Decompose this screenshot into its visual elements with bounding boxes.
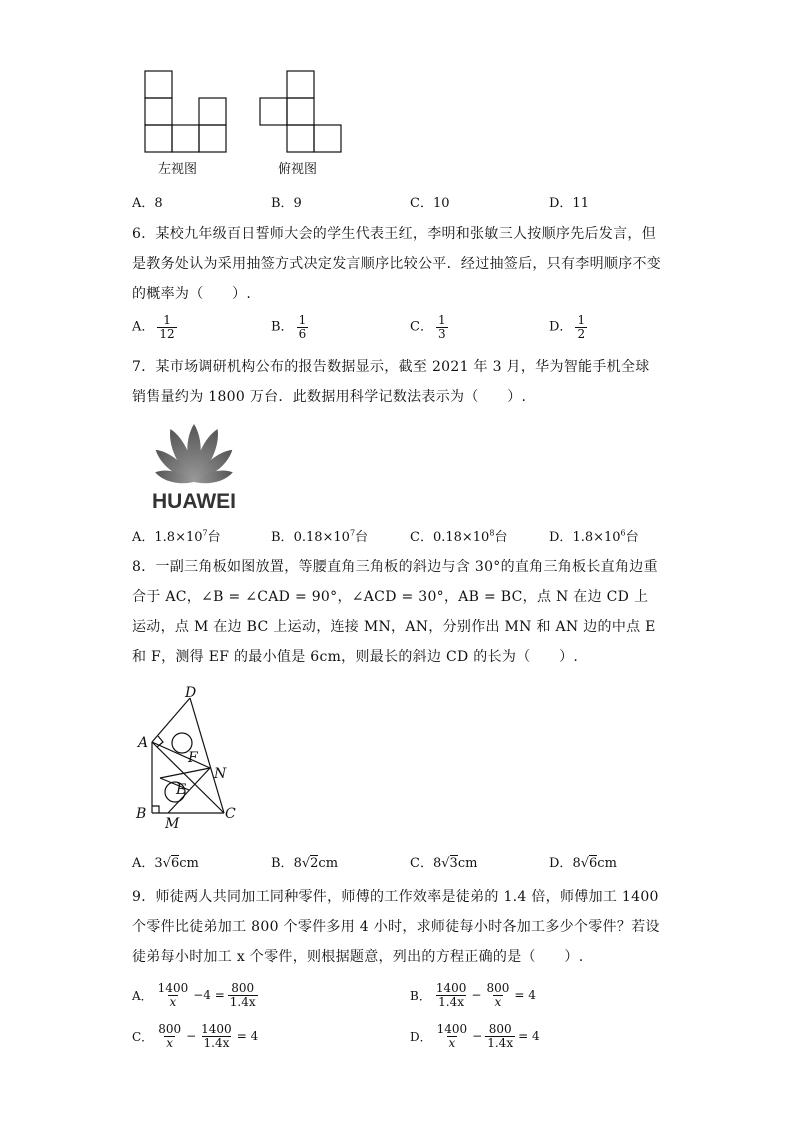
sqrt-icon: √: [580, 856, 590, 871]
equation-rhs: = 4: [236, 1029, 259, 1044]
fraction-denominator: 6: [298, 326, 307, 341]
q7-c-mantissa: 0.18×10: [432, 530, 490, 545]
q6-option-a[interactable]: [132, 314, 180, 340]
q8-b-coef: 8: [293, 856, 302, 871]
fraction-denominator: x: [166, 1035, 174, 1050]
q6-b-letter: B．: [271, 319, 294, 335]
equation: [410, 1023, 540, 1049]
q8-d-coef: 8: [572, 856, 581, 871]
q6-option-c[interactable]: [410, 314, 451, 340]
q8-option-c[interactable]: [410, 852, 477, 871]
huawei-logo: [142, 414, 246, 514]
fraction-numerator: 800: [488, 1022, 512, 1036]
q6-c-letter: C．: [410, 319, 433, 335]
q8-a-unit: cm: [179, 856, 199, 871]
q5-option-b[interactable]: B．9: [271, 196, 302, 211]
label-f: F: [188, 750, 198, 766]
triangle-figure: [130, 682, 250, 832]
q9-text: 9．师徒两人共同加工同种零件，师傅的工作效率是徒弟的 1.4 倍，师傅加工 1400 个零件比徒弟加工 800 个零件多用 4 小时，求师徒每小时各加工多少个零件？若设徒弟每小时加工 x 个零件，则根据题意，列出的方程正确的是（ ）.: [132, 889, 660, 965]
sqrt-icon: √: [162, 856, 171, 871]
fraction: [228, 982, 258, 1008]
q8-option-b[interactable]: [271, 852, 338, 871]
fraction-numerator: 1400: [435, 981, 467, 995]
q7-option-b[interactable]: [271, 526, 368, 545]
q6-a-letter: A．: [132, 319, 155, 335]
fraction-numerator: 1: [163, 313, 171, 327]
fraction-denominator: 1.4x: [229, 994, 256, 1009]
q7-a-unit: 台: [207, 530, 221, 545]
label-a: A: [138, 735, 149, 751]
fraction-numerator: 1: [298, 313, 307, 327]
q8-b-letter: B．: [271, 856, 294, 871]
q9-option-a[interactable]: [132, 982, 261, 1008]
equation-rhs: = 4: [518, 1029, 540, 1044]
fraction-denominator: x: [169, 994, 177, 1009]
fraction: [436, 314, 448, 340]
q7-d-mantissa: 1.8×10: [572, 530, 621, 545]
fraction: [484, 982, 511, 1008]
q8-a-radicand: 6: [170, 856, 180, 871]
q8-d-letter: D．: [549, 856, 573, 871]
q7-c-exponent: 8: [489, 528, 495, 538]
three-view-figures: [140, 66, 360, 162]
equation-operator: −4 =: [193, 988, 225, 1003]
sqrt-icon: √: [301, 856, 311, 871]
q6-option-d[interactable]: [549, 314, 590, 340]
q8-c-unit: cm: [457, 856, 478, 871]
label-d: D: [185, 685, 197, 701]
fraction-numerator: 1400: [201, 1022, 232, 1036]
q6-d-letter: D．: [549, 319, 573, 335]
q7-a-mantissa: 1.8×10: [154, 530, 203, 545]
q7-c-letter: C．: [410, 530, 433, 545]
fraction-denominator: 3: [437, 326, 446, 341]
equation: [410, 982, 536, 1008]
left-view-caption: 左视图: [158, 162, 198, 177]
q7-c-unit: 台: [494, 530, 508, 545]
q7-d-unit: 台: [625, 530, 639, 545]
fraction: [297, 314, 309, 340]
fraction-numerator: 1: [437, 313, 446, 327]
q8-a-letter: A．: [132, 856, 155, 871]
equation-operator: −: [472, 1029, 483, 1044]
q8-d-unit: cm: [597, 856, 617, 871]
q8-option-a[interactable]: [132, 852, 199, 871]
q9-b-letter: B．: [410, 988, 431, 1003]
q8-c-radicand: 3: [449, 856, 458, 871]
fraction: [434, 982, 469, 1008]
q6-option-b[interactable]: [271, 314, 311, 340]
q7-d-letter: D．: [549, 530, 573, 545]
q7-option-a[interactable]: [132, 526, 221, 545]
q8-d-radicand: 6: [589, 856, 598, 871]
q7-a-exponent: 7: [202, 528, 208, 538]
equation: [132, 1023, 258, 1049]
q9-d-letter: D．: [410, 1029, 432, 1044]
q7-b-mantissa: 0.18×10: [293, 530, 350, 545]
q9-option-b[interactable]: [410, 982, 536, 1008]
equation-operator: −: [186, 1029, 197, 1044]
fraction-denominator: 1.4x: [203, 1035, 230, 1050]
fraction-numerator: 800: [486, 981, 510, 995]
q9-option-d[interactable]: [410, 1023, 540, 1049]
fraction: [156, 982, 191, 1008]
fraction-denominator: 1.4x: [438, 994, 465, 1009]
fraction-denominator: 2: [577, 326, 586, 341]
label-n: N: [214, 766, 227, 782]
top-view-caption: 俯视图: [278, 162, 318, 177]
label-m: M: [165, 816, 180, 832]
q7-option-d[interactable]: [549, 526, 639, 545]
q9-c-letter: C．: [132, 1029, 154, 1044]
q5-option-a[interactable]: A．8: [132, 196, 163, 211]
fraction-denominator: 1.4x: [487, 1035, 514, 1050]
fraction-denominator: x: [494, 994, 502, 1009]
fraction-denominator: x: [448, 1035, 456, 1050]
q8-b-radicand: 2: [310, 856, 319, 871]
q7-a-letter: A．: [132, 530, 155, 545]
equation-rhs: = 4: [514, 988, 536, 1003]
q7-b-exponent: 7: [349, 528, 356, 538]
fraction-numerator: 800: [158, 1022, 182, 1036]
fraction-numerator: 1400: [436, 1022, 468, 1036]
fraction: [485, 1023, 515, 1049]
q8-option-d[interactable]: [549, 852, 617, 871]
fraction: [156, 1023, 183, 1049]
q8-b-unit: cm: [318, 856, 339, 871]
q6-text: 6．某校九年级百日誓师大会的学生代表王红，李明和张敏三人按顺序先后发言，但是教务处认为采用抽签方式决定发言顺序比较公平．经过抽签后，只有李明顺序不变的概率为（ ）.: [132, 226, 662, 302]
q9-a-letter: A．: [132, 988, 153, 1003]
q8-c-coef: 8: [432, 856, 442, 871]
fraction-numerator: 1: [577, 313, 586, 327]
sqrt-icon: √: [441, 856, 450, 871]
q7-b-unit: 台: [355, 530, 369, 545]
label-b: B: [136, 806, 147, 822]
equation-operator: −: [471, 988, 482, 1003]
fraction: [435, 1023, 470, 1049]
fraction: [575, 314, 587, 340]
fraction: [199, 1023, 234, 1049]
q8-a-coef: 3: [154, 856, 163, 871]
equation: [132, 982, 261, 1008]
label-e: E: [176, 782, 187, 798]
q5-option-c[interactable]: C．10: [410, 196, 450, 211]
q8-text: 8．一副三角板如图放置，等腰直角三角板的斜边与含 30°的直角三角板长直角边重合于 AC，∠B = ∠CAD = 90°，∠ACD = 30°，AB = BC，点 N 在边 CD 上运动，点 M 在边 BC 上运动，连接 MN，AN，分别作出 MN 和 AN 边的中点 E 和 F，测得 EF 的最小值是 6cm，则最长的斜边 CD 的长为（ ）.: [132, 559, 658, 665]
q8-c-letter: C．: [410, 856, 433, 871]
fraction-denominator: 12: [159, 326, 175, 341]
q7-b-letter: B．: [271, 530, 294, 545]
q5-option-d[interactable]: D．11: [549, 196, 589, 211]
q7-text: 7．某市场调研机构公布的报告数据显示，截至 2021 年 3 月，华为智能手机全球销售量约为 1800 万台．此数据用科学记数法表示为（ ）.: [132, 359, 650, 405]
fraction-numerator: 800: [231, 981, 255, 995]
fraction-numerator: 1400: [157, 981, 189, 995]
q9-option-c[interactable]: [132, 1023, 258, 1049]
q7-d-exponent: 6: [620, 528, 626, 538]
fraction: [157, 314, 176, 340]
q7-option-c[interactable]: [410, 526, 507, 545]
label-c: C: [225, 806, 236, 822]
logo-wordmark: HUAWEI: [152, 490, 236, 513]
